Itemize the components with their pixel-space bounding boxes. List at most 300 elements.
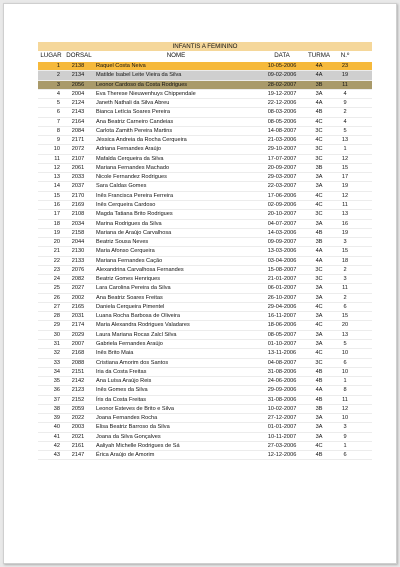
table-row xyxy=(38,210,372,219)
cell-data: 17-06-2006 xyxy=(267,192,297,199)
results-table-body xyxy=(38,62,372,460)
cell-dorsal: 2171 xyxy=(71,137,85,144)
cell-lugar: 35 xyxy=(53,378,60,385)
cell-dorsal: 2082 xyxy=(71,276,85,283)
cell-nome: Ana Beatriz Carneiro Candeias xyxy=(96,118,174,125)
cell-dorsal: 2134 xyxy=(71,72,85,79)
cell-nome: Nicole Fernandez Rodrigues xyxy=(96,174,167,181)
table-row xyxy=(38,127,372,136)
cell-dorsal: 2170 xyxy=(71,192,85,199)
cell-numero: 6 xyxy=(343,303,347,310)
header-data: DATA xyxy=(274,52,290,59)
cell-nome: Eva Therese Nieuwenhuys Chippendale xyxy=(96,90,196,97)
cell-turma: 3C xyxy=(315,359,323,366)
cell-lugar: 10 xyxy=(53,146,60,153)
cell-turma: 4B xyxy=(315,378,323,385)
cell-lugar: 14 xyxy=(53,183,60,190)
cell-numero: 15 xyxy=(341,164,349,171)
cell-turma: 3A xyxy=(315,340,323,347)
cell-lugar: 2 xyxy=(56,72,60,79)
cell-numero: 12 xyxy=(341,192,349,199)
cell-lugar: 30 xyxy=(53,331,60,338)
header-turma: TURMA xyxy=(308,52,330,59)
table-row xyxy=(38,368,372,377)
cell-nome: Cristiana Amorim dos Santos xyxy=(96,359,169,366)
cell-dorsal: 2034 xyxy=(71,220,85,227)
cell-lugar: 4 xyxy=(56,90,60,97)
cell-dorsal: 2003 xyxy=(71,424,85,431)
cell-data: 18-06-2006 xyxy=(267,322,297,329)
cell-dorsal: 2088 xyxy=(71,359,85,366)
cell-nome: Joana Fernandes Rocha xyxy=(96,415,158,422)
cell-data: 09-02-2006 xyxy=(267,72,297,79)
cell-dorsal: 2130 xyxy=(71,248,85,255)
cell-lugar: 26 xyxy=(53,294,60,301)
cell-data: 31-08-2006 xyxy=(267,396,297,403)
cell-turma: 4A xyxy=(315,72,323,79)
cell-dorsal: 2164 xyxy=(71,118,85,125)
cell-nome: Maria Alexandra Rodrigues Valadares xyxy=(96,322,190,329)
cell-dorsal: 2161 xyxy=(71,442,85,449)
cell-data: 17-07-2007 xyxy=(267,155,297,162)
cell-nome: Leonor Esteves de Brito e Silva xyxy=(96,405,175,412)
cell-nome: Marina Rodrigues da Silva xyxy=(96,220,162,227)
cell-numero: 23 xyxy=(341,63,349,69)
cell-numero: 15 xyxy=(341,313,349,320)
cell-data: 21-01-2007 xyxy=(267,276,297,283)
cell-data: 10-05-2006 xyxy=(267,63,297,69)
cell-dorsal: 2061 xyxy=(71,164,85,171)
cell-turma: 4A xyxy=(315,387,323,394)
cell-nome: Alexandrina Carvalhosa Fernandes xyxy=(96,266,184,273)
cell-turma: 3A xyxy=(315,331,323,338)
cell-turma: 3B xyxy=(315,164,323,171)
cell-data: 14-08-2007 xyxy=(267,127,297,134)
cell-lugar: 23 xyxy=(53,266,60,273)
cell-turma: 4A xyxy=(315,63,323,69)
table-row xyxy=(38,294,372,303)
table-row xyxy=(38,257,372,266)
cell-turma: 4C xyxy=(315,303,323,310)
cell-numero: 2 xyxy=(343,266,347,273)
cell-dorsal: 2123 xyxy=(71,387,85,394)
cell-lugar: 5 xyxy=(56,100,60,107)
cell-lugar: 37 xyxy=(53,396,60,403)
cell-lugar: 7 xyxy=(56,118,60,125)
cell-dorsal: 2133 xyxy=(71,257,85,264)
cell-turma: 3A xyxy=(315,90,323,97)
cell-data: 06-01-2007 xyxy=(267,285,297,292)
cell-turma: 4C xyxy=(315,201,323,208)
cell-dorsal: 2029 xyxy=(71,331,85,338)
table-row xyxy=(38,247,372,256)
cell-lugar: 25 xyxy=(53,285,60,292)
cell-dorsal: 2084 xyxy=(71,127,85,134)
cell-data: 29-09-2006 xyxy=(267,387,297,394)
cell-dorsal: 2072 xyxy=(71,146,85,153)
cell-lugar: 15 xyxy=(53,192,60,199)
cell-nome: Laura Mariana Rocas Zalcl Silva xyxy=(96,331,177,338)
table-row xyxy=(38,331,372,340)
cell-numero: 13 xyxy=(341,137,349,144)
cell-dorsal: 2165 xyxy=(71,303,85,310)
table-row xyxy=(38,145,372,154)
cell-nome: Mariana Fernandes Cação xyxy=(96,257,163,264)
table-row xyxy=(38,451,372,460)
table-row xyxy=(38,349,372,358)
cell-numero: 12 xyxy=(341,155,349,162)
cell-dorsal: 2142 xyxy=(71,378,85,385)
cell-numero: 8 xyxy=(343,387,347,394)
cell-turma: 3A xyxy=(315,433,323,440)
cell-dorsal: 2169 xyxy=(71,201,85,208)
cell-data: 14-03-2006 xyxy=(267,229,297,236)
cell-turma: 4B xyxy=(315,229,323,236)
cell-data: 03-04-2006 xyxy=(267,257,297,264)
cell-dorsal: 2007 xyxy=(71,340,85,347)
table-row xyxy=(38,284,372,293)
cell-lugar: 17 xyxy=(53,211,60,218)
cell-lugar: 31 xyxy=(53,340,60,347)
cell-nome: Inês Gomes da Silva xyxy=(96,387,148,394)
cell-lugar: 38 xyxy=(53,405,60,412)
cell-lugar: 34 xyxy=(53,368,60,375)
cell-turma: 3A xyxy=(315,285,323,292)
cell-dorsal: 2056 xyxy=(71,81,85,88)
cell-turma: 3A xyxy=(315,424,323,431)
cell-numero: 3 xyxy=(343,276,347,283)
cell-nome: Inês Cerqueira Cardoso xyxy=(96,201,156,208)
cell-data: 26-10-2007 xyxy=(267,294,297,301)
cell-numero: 2 xyxy=(343,294,347,301)
cell-numero: 5 xyxy=(343,127,347,134)
header-lugar: LUGAR xyxy=(40,52,62,59)
table-row xyxy=(38,238,372,247)
cell-data: 22-03-2007 xyxy=(267,183,297,190)
cell-numero: 1 xyxy=(343,378,347,385)
cell-turma: 4A xyxy=(315,100,323,107)
table-row xyxy=(38,312,372,321)
cell-dorsal: 2021 xyxy=(71,433,85,440)
cell-lugar: 36 xyxy=(53,387,60,394)
table-row xyxy=(38,220,372,229)
cell-nome: Adriana Fernandes Araújo xyxy=(96,146,161,153)
cell-dorsal: 2152 xyxy=(71,396,85,403)
cell-data: 22-12-2006 xyxy=(267,100,297,107)
cell-turma: 4C xyxy=(315,350,323,357)
cell-numero: 16 xyxy=(341,220,349,227)
cell-lugar: 16 xyxy=(53,201,60,208)
cell-lugar: 18 xyxy=(53,220,60,227)
cell-lugar: 28 xyxy=(53,313,60,320)
cell-data: 16-11-2007 xyxy=(267,313,297,320)
cell-turma: 3C xyxy=(315,211,323,218)
cell-dorsal: 2076 xyxy=(71,266,85,273)
cell-nome: Gabriela Fernandes Araújo xyxy=(96,340,163,347)
cell-numero: 3 xyxy=(343,424,347,431)
cell-nome: Bianca Letícia Soares Pereira xyxy=(96,109,171,116)
table-row xyxy=(38,108,372,117)
cell-turma: 3C xyxy=(315,155,323,162)
cell-nome: Janeth Nathali da Silva Abreu xyxy=(96,100,170,107)
cell-turma: 3A xyxy=(315,294,323,301)
cell-turma: 3B xyxy=(315,239,323,246)
cell-data: 20-10-2007 xyxy=(267,211,297,218)
cell-numero: 6 xyxy=(343,452,347,459)
cell-numero: 18 xyxy=(341,257,349,264)
cell-turma: 4C xyxy=(315,192,323,199)
cell-dorsal: 2174 xyxy=(71,322,85,329)
cell-numero: 17 xyxy=(341,174,349,181)
table-row xyxy=(38,386,372,395)
cell-nome: Elisa Beatriz Barroso da Silva xyxy=(96,424,170,431)
cell-data: 19-12-2007 xyxy=(267,90,297,97)
cell-turma: 4B xyxy=(315,109,323,116)
cell-nome: Aaliyah Michelle Rodrigues de Sá xyxy=(96,442,180,449)
cell-data: 08-03-2006 xyxy=(267,109,297,116)
cell-nome: Ana Luísa Araújo Reis xyxy=(96,378,152,385)
cell-numero: 5 xyxy=(343,340,347,347)
cell-nome: Maria Afonso Cerqueira xyxy=(96,248,155,255)
table-row xyxy=(38,81,372,90)
table-row xyxy=(38,442,372,451)
cell-data: 29-10-2007 xyxy=(267,146,297,153)
header-numero: N.º xyxy=(340,52,350,59)
cell-data: 10-02-2007 xyxy=(267,405,297,412)
cell-lugar: 27 xyxy=(53,303,60,310)
cell-turma: 3A xyxy=(315,415,323,422)
table-row xyxy=(38,396,372,405)
cell-nome: Ana Beatriz Soares Freitas xyxy=(96,294,163,301)
cell-turma: 3A xyxy=(315,174,323,181)
cell-nome: Érica Araújo de Amorim xyxy=(96,452,155,459)
cell-dorsal: 2002 xyxy=(71,294,85,301)
cell-dorsal: 2031 xyxy=(71,313,85,320)
cell-numero: 11 xyxy=(342,396,348,403)
cell-data: 29-04-2006 xyxy=(267,303,297,310)
cell-data: 01-01-2007 xyxy=(267,424,297,431)
cell-numero: 10 xyxy=(341,350,349,357)
cell-numero: 3 xyxy=(343,239,347,246)
cell-nome: Carlota Zamith Pereira Martins xyxy=(96,127,173,134)
cell-turma: 3B xyxy=(315,81,323,88)
cell-nome: Inês Francisca Pereira Ferreira xyxy=(96,192,174,199)
cell-data: 10-11-2007 xyxy=(267,433,297,440)
cell-dorsal: 2027 xyxy=(71,285,85,292)
cell-turma: 3C xyxy=(315,146,323,153)
cell-data: 13-11-2006 xyxy=(267,350,297,357)
table-row xyxy=(38,71,372,80)
cell-turma: 4C xyxy=(315,118,323,125)
cell-lugar: 9 xyxy=(56,137,60,144)
table-row xyxy=(38,62,372,71)
cell-nome: Leonor Cardoso da Costa Rodrigues xyxy=(96,81,188,88)
cell-data: 15-08-2007 xyxy=(267,266,297,273)
cell-numero: 9 xyxy=(343,433,347,440)
table-row xyxy=(38,275,372,284)
cell-nome: Jéssica Andreia da Rocha Cerqueira xyxy=(96,137,187,144)
cell-data: 29-03-2007 xyxy=(267,174,297,181)
cell-lugar: 1 xyxy=(56,63,60,69)
cell-lugar: 6 xyxy=(56,109,60,116)
cell-lugar: 12 xyxy=(53,164,60,171)
cell-lugar: 39 xyxy=(53,415,60,422)
cell-dorsal: 2138 xyxy=(71,63,85,69)
table-row xyxy=(38,359,372,368)
cell-turma: 4C xyxy=(315,137,323,144)
cell-lugar: 24 xyxy=(53,276,60,283)
cell-lugar: 3 xyxy=(56,81,60,88)
cell-data: 31-08-2006 xyxy=(267,368,297,375)
cell-data: 08-05-2007 xyxy=(267,331,297,338)
cell-data: 28-02-2007 xyxy=(267,81,297,88)
cell-nome: Mariana de Araújo Carvalhosa xyxy=(96,229,172,236)
cell-turma: 3A xyxy=(315,313,323,320)
cell-numero: 19 xyxy=(341,183,349,190)
document-page xyxy=(3,3,397,564)
cell-dorsal: 2168 xyxy=(71,350,85,357)
cell-lugar: 32 xyxy=(53,350,60,357)
cell-dorsal: 2022 xyxy=(71,415,85,422)
table-row xyxy=(38,136,372,145)
cell-nome: Sara Caldas Gomes xyxy=(96,183,147,190)
cell-nome: Íris da Costa Freitas xyxy=(96,396,147,403)
cell-data: 27-12-2007 xyxy=(267,415,297,422)
cell-nome: Beatriz Gomes Henriques xyxy=(96,276,161,283)
cell-data: 21-03-2006 xyxy=(267,137,297,144)
cell-nome: Magda Tatiana Brito Rodrigues xyxy=(96,211,173,218)
cell-nome: Matilde Isabel Leite Vieira da Silva xyxy=(96,72,182,79)
cell-dorsal: 2037 xyxy=(71,183,85,190)
cell-dorsal: 2143 xyxy=(71,109,85,116)
table-row xyxy=(38,266,372,275)
cell-dorsal: 2033 xyxy=(71,174,85,181)
cell-numero: 2 xyxy=(343,109,347,116)
cell-numero: 9 xyxy=(343,100,347,107)
cell-numero: 13 xyxy=(341,331,349,338)
cell-lugar: 43 xyxy=(53,452,60,459)
cell-turma: 4C xyxy=(315,442,323,449)
table-row xyxy=(38,192,372,201)
table-row xyxy=(38,405,372,414)
cell-lugar: 13 xyxy=(53,174,60,181)
cell-data: 20-09-2007 xyxy=(267,164,297,171)
cell-numero: 4 xyxy=(343,118,347,125)
cell-dorsal: 2004 xyxy=(71,90,85,97)
cell-lugar: 8 xyxy=(56,127,60,134)
cell-dorsal: 2107 xyxy=(71,155,85,162)
cell-lugar: 40 xyxy=(53,424,60,431)
table-row xyxy=(38,201,372,210)
cell-nome: Inês Brito Maia xyxy=(96,350,134,357)
cell-numero: 19 xyxy=(341,229,349,236)
table-row xyxy=(38,321,372,330)
cell-numero: 1 xyxy=(343,442,347,449)
cell-turma: 3C xyxy=(315,127,323,134)
header-dorsal: DORSAL xyxy=(66,52,92,59)
cell-dorsal: 2158 xyxy=(71,229,85,236)
cell-data: 09-09-2007 xyxy=(267,239,297,246)
cell-lugar: 41 xyxy=(53,433,60,440)
cell-numero: 11 xyxy=(342,285,348,292)
cell-numero: 13 xyxy=(341,211,349,218)
cell-turma: 4C xyxy=(315,322,323,329)
cell-nome: Raquel Costa Neiva xyxy=(96,63,146,69)
cell-numero: 6 xyxy=(343,359,347,366)
table-row xyxy=(38,118,372,127)
cell-nome: Iria da Costa Freitas xyxy=(96,368,147,375)
table-row xyxy=(38,155,372,164)
cell-lugar: 33 xyxy=(53,359,60,366)
cell-lugar: 22 xyxy=(53,257,60,264)
cell-data: 27-03-2006 xyxy=(267,442,297,449)
table-row xyxy=(38,229,372,238)
cell-turma: 3B xyxy=(315,405,323,412)
cell-nome: Daniela Cerqueira Pimentel xyxy=(96,303,165,310)
table-header xyxy=(38,51,372,61)
cell-dorsal: 2147 xyxy=(71,452,85,459)
cell-numero: 10 xyxy=(341,368,349,375)
cell-data: 04-08-2007 xyxy=(267,359,297,366)
header-nome: NOME xyxy=(166,52,186,59)
table-row xyxy=(38,164,372,173)
cell-data: 02-09-2006 xyxy=(267,201,297,208)
cell-numero: 19 xyxy=(341,72,349,79)
cell-turma: 4B xyxy=(315,368,323,375)
table-row xyxy=(38,340,372,349)
cell-numero: 10 xyxy=(341,415,349,422)
cell-lugar: 20 xyxy=(53,239,60,246)
cell-dorsal: 2059 xyxy=(71,405,85,412)
cell-data: 13-03-2006 xyxy=(267,248,297,255)
cell-nome: Luana Rocha Barbosa de Oliveira xyxy=(96,313,180,320)
cell-numero: 15 xyxy=(341,248,349,255)
cell-lugar: 29 xyxy=(53,322,60,329)
cell-data: 04-07-2007 xyxy=(267,220,297,227)
cell-turma: 3C xyxy=(315,276,323,283)
cell-data: 08-05-2006 xyxy=(267,118,297,125)
table-title: INFANTIS A FEMININO xyxy=(38,42,372,51)
cell-data: 01-10-2007 xyxy=(267,340,297,347)
table-row xyxy=(38,377,372,386)
cell-turma: 4B xyxy=(315,396,323,403)
cell-data: 24-06-2006 xyxy=(267,378,297,385)
table-row xyxy=(38,173,372,182)
cell-turma: 3A xyxy=(315,183,323,190)
table-row xyxy=(38,182,372,191)
cell-nome: Beatriz Sousa Neves xyxy=(96,239,149,246)
cell-turma: 3C xyxy=(315,266,323,273)
cell-numero: 11 xyxy=(342,81,348,88)
cell-nome: Mariana Fernandes Machado xyxy=(96,164,170,171)
cell-numero: 20 xyxy=(341,322,349,329)
cell-numero: 4 xyxy=(343,90,347,97)
table-row xyxy=(38,90,372,99)
cell-nome: Lara Carolina Pereira da Silva xyxy=(96,285,171,292)
table-row xyxy=(38,303,372,312)
cell-nome: Joana da Silva Gonçalves xyxy=(96,433,161,440)
cell-numero: 11 xyxy=(342,201,348,208)
cell-turma: 4A xyxy=(315,257,323,264)
table-row xyxy=(38,414,372,423)
cell-lugar: 11 xyxy=(54,155,60,162)
cell-lugar: 42 xyxy=(53,442,60,449)
cell-dorsal: 2108 xyxy=(71,211,85,218)
cell-dorsal: 2044 xyxy=(71,239,85,246)
cell-turma: 4B xyxy=(315,452,323,459)
cell-lugar: 21 xyxy=(53,248,60,255)
cell-numero: 1 xyxy=(343,146,347,153)
